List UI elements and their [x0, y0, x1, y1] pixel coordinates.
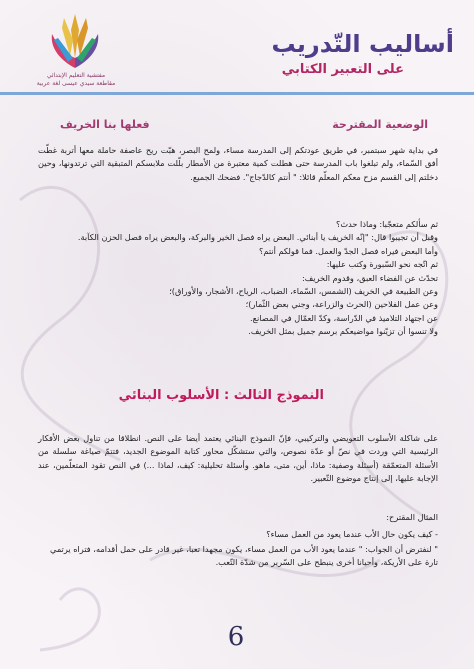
page-subtitle: على التعبير الكتابي [281, 62, 404, 77]
story-line: تحدّث عن الفضاء العبق، وقدوم الخريف: [302, 272, 438, 283]
page-number: 6 [227, 622, 245, 652]
logo-caption-line: مقاطعة سيدي عيسى لغة عربية [36, 80, 116, 87]
header-divider [0, 92, 474, 95]
story-line: ثم سألكم متعجّبا: وماذا حدث؟ [336, 219, 438, 229]
intro-paragraph: في بداية شهر سبتمبر، في طريق عودتكم إلى المدرسة مساء، ولمح البصر، هبّت ريح عاصفة حاملة معها أتربة غطّت أفق السّماء، ولم تبلغوا باب المدرسة حتى هطلت كمية معتبرة من الأمطار بلّلت ملابسكم المتبقية التي ترتدونها، وحين دخلتم إلى القسم مزح معكم المعلّم قائلا: " أنتم كالدّجاج". فضحك الجميع. [38, 145, 438, 182]
example-question: - كيف يكون حال الأب عندما يعود من العمل مساء؟ [266, 529, 438, 539]
story-line: ثم اتّجه نحو السّبورة وكتب عليها: [326, 259, 438, 270]
page-title: أساليب التّدريب [271, 30, 454, 58]
proposed-situation-heading: الوضعية المقترحة [332, 118, 428, 131]
ministry-logo [40, 10, 110, 72]
logo-caption [36, 72, 116, 88]
story-line: ولا تنسوا أن تزيّنوا مواضيعكم برسم جميل بمثل الخريف. [248, 326, 438, 337]
story-line: وقبل أن تجيبوا قال: "إنّه الخريف يا أبنائي. البعض يراه فصل الخير والبركة، والبعض يراه فصل الحزن الكآبة. [77, 232, 438, 243]
example-heading: المثال المقترح: [386, 512, 438, 522]
story-line: وعن الطبيعة في الخريف (الشمس، السّماء، الضباب، الرياح، الأشجار، والأوراق)؛ [169, 286, 438, 297]
model-heading: النموذج الثالث : الأسلوب البنائي [118, 388, 324, 403]
example-answer: " لنفترض أن الجواب: " عندما يعود الأب من العمل مساء، يكون مجهدا تعبا، غير قادر على حمل أقدامه، فتراه يرتمي تارة على الأريكة، وأحيانا أخرى ينبطح على السّرير من شدّة التّعب. [50, 544, 438, 568]
story-line: عن اجتهاد التلاميذ في الدّراسة، وكدّ العمّال في المصانع. [250, 312, 438, 323]
story-line: وأما البعض فيراه فصل الجدّ والعمل. فما قولكم أنتم؟ [259, 245, 438, 256]
logo-caption-line: مفتشية التعليم الإبتدائي [46, 72, 106, 79]
model-paragraph: على شاكلة الأسلوب التعويضي والتركيبي، فإنّ النموذج البنائي يعتمد أيضا على النص. انطلاقا من تناول بعض الأفكار الرئيسية التي وردت في نصّ أو عدّة نصوص، والتي ستشكّل محاور كتابة الموضوع الجديد، فتتمّ صياغة سلسلة من الأسئلة المتعمّقة (أسئلة وصفية: ماذا، أين، متى، ماهو. وأسئلة تحليلية: كيف، لماذا ...) في النص تقود المتعلّمين، عند الإجابة عليها، إلى إنتاج موضوع التّعبير. [38, 433, 438, 484]
story-line: وعن عمل الفلاحين (الحرث والزراعة، وجني بعض الثّمار)؛ [245, 299, 438, 310]
story-lines [38, 218, 438, 339]
situation-title: فعلها بنا الخريف [60, 118, 150, 131]
